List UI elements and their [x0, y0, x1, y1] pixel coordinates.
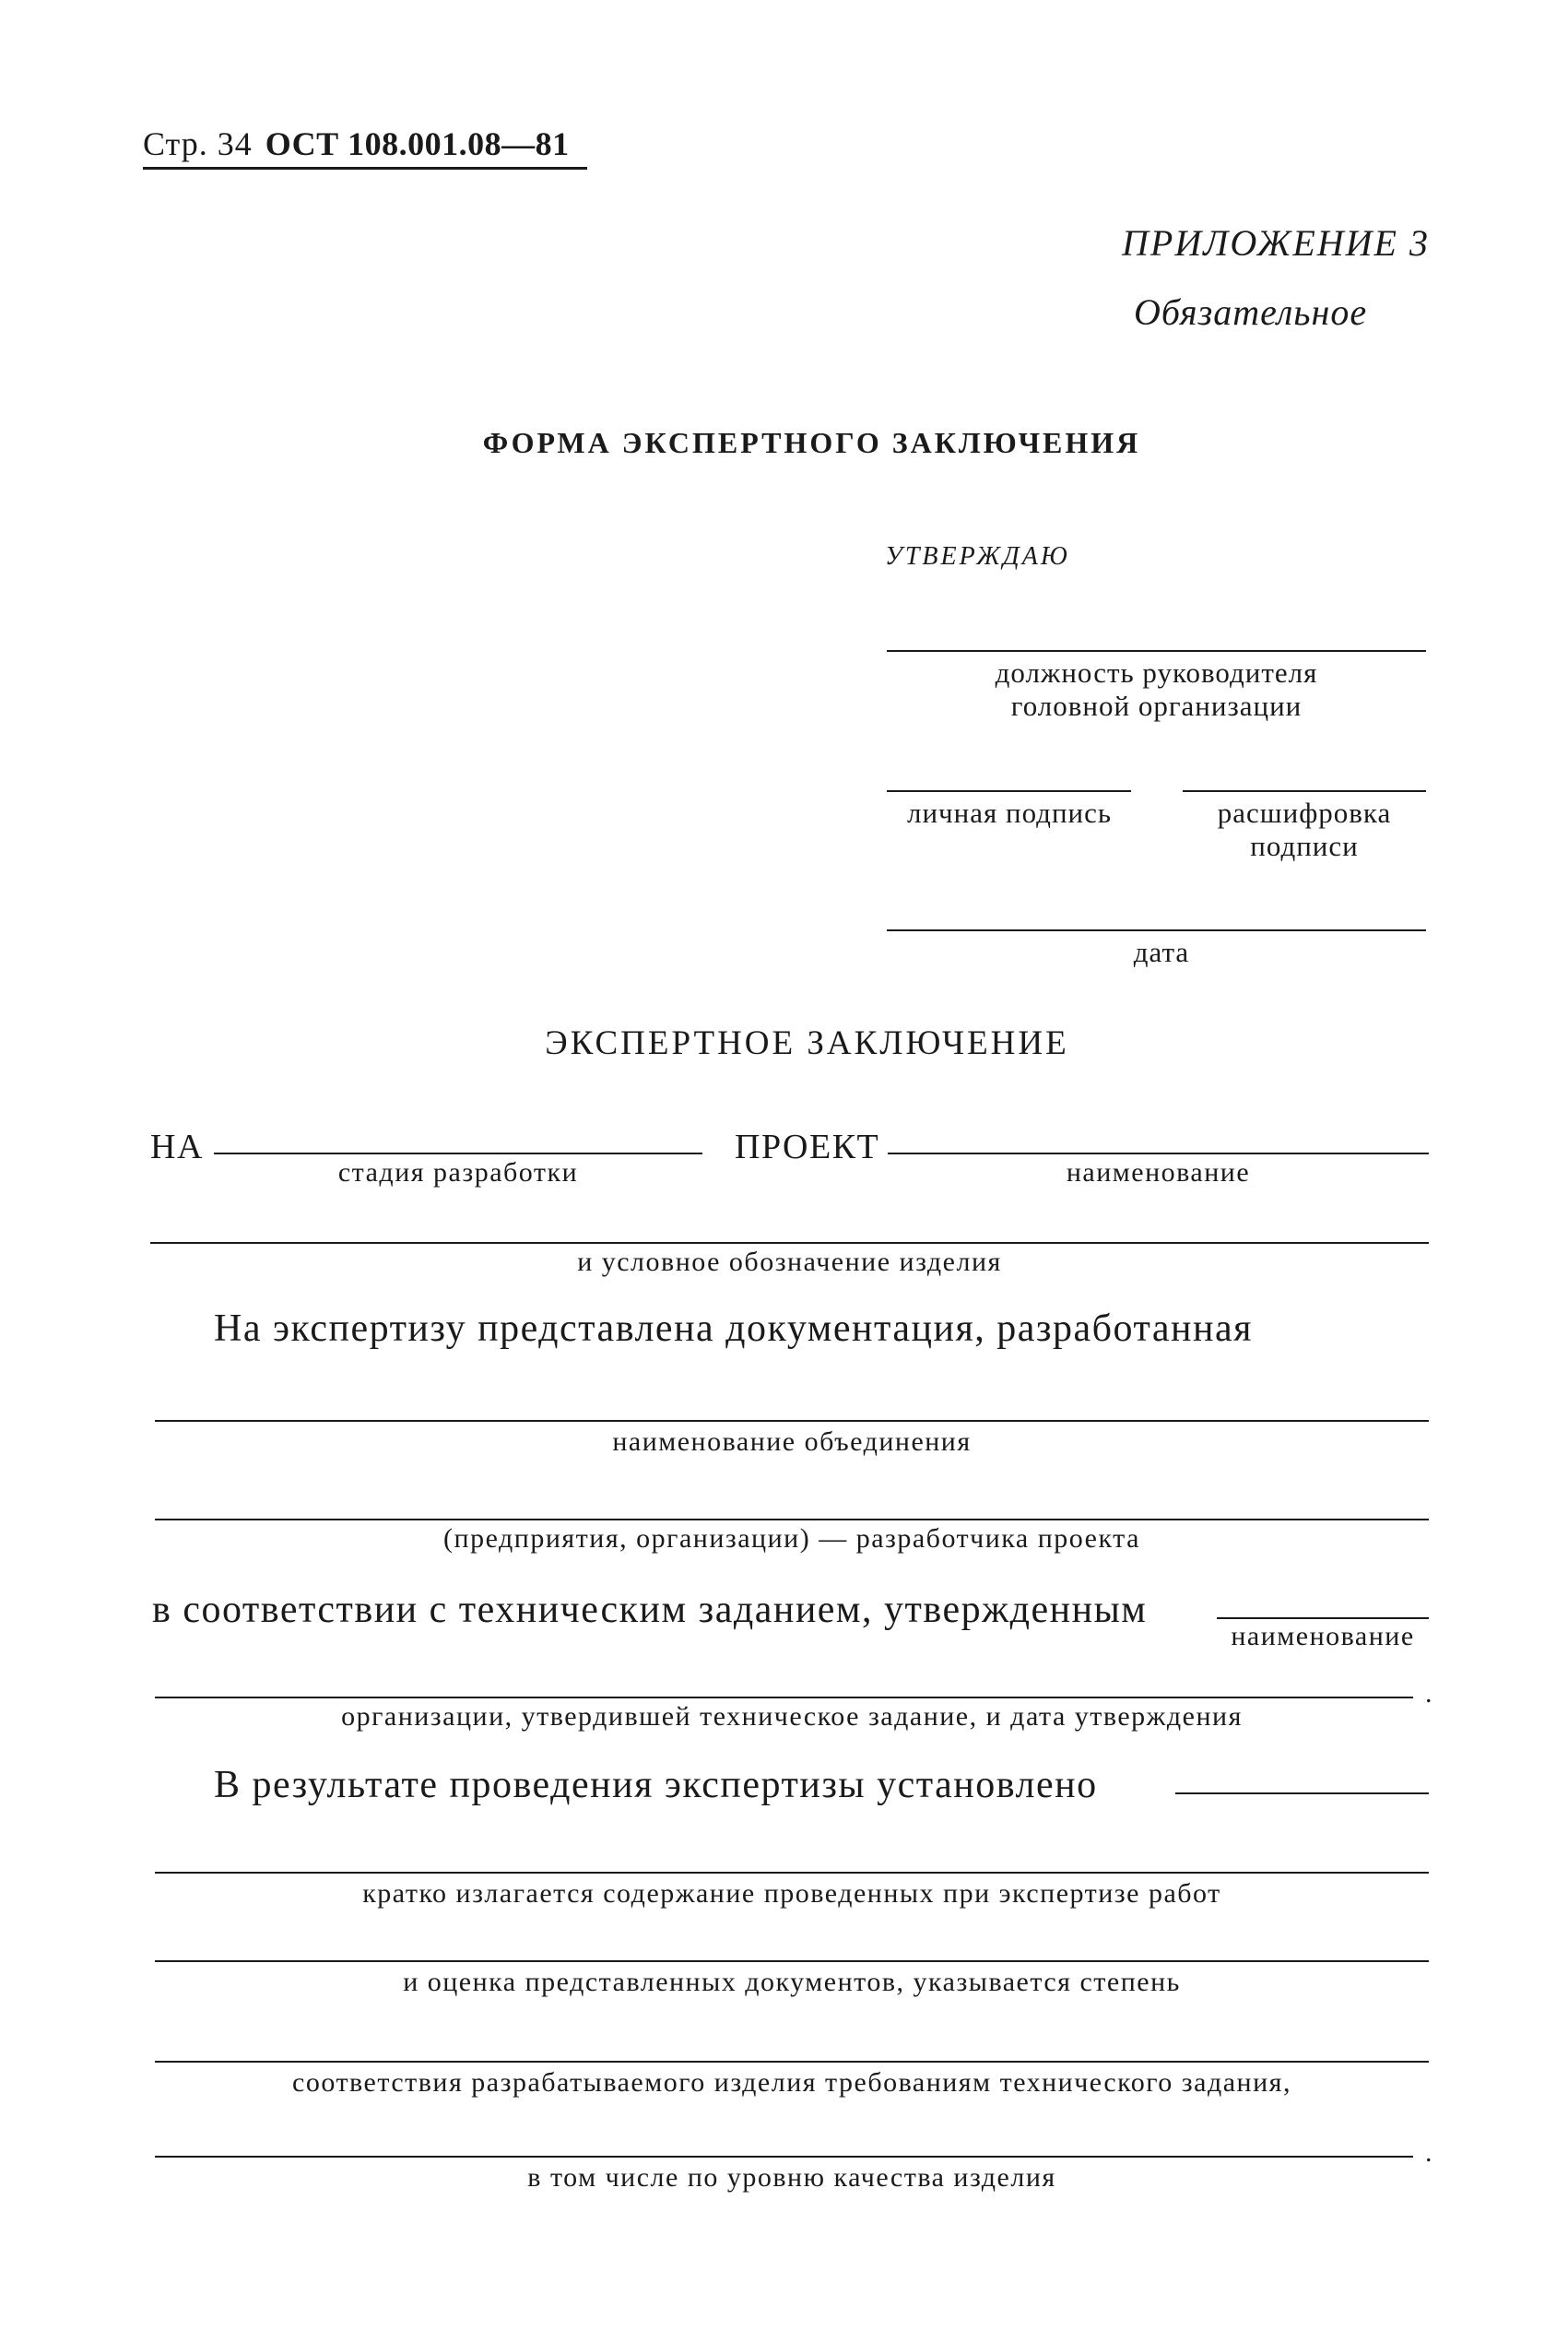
project-label: ПРОЕКТ: [735, 1128, 880, 1166]
association-field-line: [155, 1420, 1429, 1422]
designation-caption: и условное обозначение изделия: [577, 1247, 1002, 1277]
organization-period: .: [1425, 1678, 1432, 1709]
result-period: .: [1425, 2137, 1432, 2168]
accordance-text: в соответствии с техническим заданием, утвержденным: [152, 1589, 1148, 1631]
page-number: Стр. 34: [143, 125, 253, 162]
enterprise-field-line: [155, 1519, 1429, 1520]
result-caption-4: в том числе по уровню качества изделия: [527, 2162, 1056, 2193]
organization-field-line: [155, 1697, 1413, 1698]
result-line-4: [155, 2156, 1413, 2158]
stage-caption: стадия разработки: [337, 1157, 579, 1188]
result-line-3: [155, 2061, 1429, 2063]
accordance-name-field-line: [1217, 1617, 1429, 1619]
designation-field-line: [150, 1242, 1429, 1244]
accordance-name-caption: наименование: [1231, 1621, 1415, 1651]
date-field-line: [887, 929, 1426, 931]
enterprise-caption: (предприятия, организации) — разработчика проекта: [443, 1523, 1140, 1554]
result-caption-1: кратко излагается содержание проведенных при экспертизе работ: [362, 1878, 1221, 1909]
page-header: [143, 124, 570, 163]
organization-caption: организации, утвердившей техническое задание, и дата утверждения: [341, 1701, 1243, 1732]
approval-label: УТВЕРЖДАЮ: [885, 542, 1070, 571]
decoding-caption: расшифровка подписи: [1217, 797, 1392, 862]
position-caption: должность руководителя головной организации: [995, 656, 1318, 722]
header-rule: [143, 167, 587, 170]
on-label: НА: [150, 1128, 204, 1166]
decoding-field-line: [1183, 790, 1426, 792]
date-caption: дата: [1133, 936, 1190, 968]
signature-caption: личная подпись: [906, 797, 1113, 829]
standard-code: ОСТ 108.001.08—81: [265, 125, 570, 162]
position-field-line: [887, 650, 1426, 652]
result-field-line: [1175, 1792, 1429, 1794]
result-line-1: [155, 1872, 1429, 1874]
appendix-requirement: Обязательное: [1134, 291, 1368, 333]
signature-field-line: [887, 790, 1131, 792]
association-caption: наименование объединения: [612, 1426, 972, 1457]
result-text: В результате проведения экспертизы установлено: [214, 1764, 1098, 1806]
result-line-2: [155, 1960, 1429, 1962]
submitted-text: На экспертизу представлена документация, разработанная: [214, 1307, 1253, 1350]
form-title: ФОРМА ЭКСПЕРТНОГО ЗАКЛЮЧЕНИЯ: [482, 426, 1141, 459]
stage-field-line: [214, 1153, 702, 1154]
appendix-number: ПРИЛОЖЕНИЕ 3: [1122, 222, 1430, 264]
result-caption-2: и оценка представленных документов, указывается степень: [403, 1967, 1181, 1997]
conclusion-title: ЭКСПЕРТНОЕ ЗАКЛЮЧЕНИЕ: [545, 1024, 1069, 1062]
result-caption-3: соответствия разрабатываемого изделия требованиям технического задания,: [292, 2067, 1291, 2098]
name-caption: наименование: [1066, 1157, 1251, 1188]
name-field-line: [888, 1153, 1429, 1154]
